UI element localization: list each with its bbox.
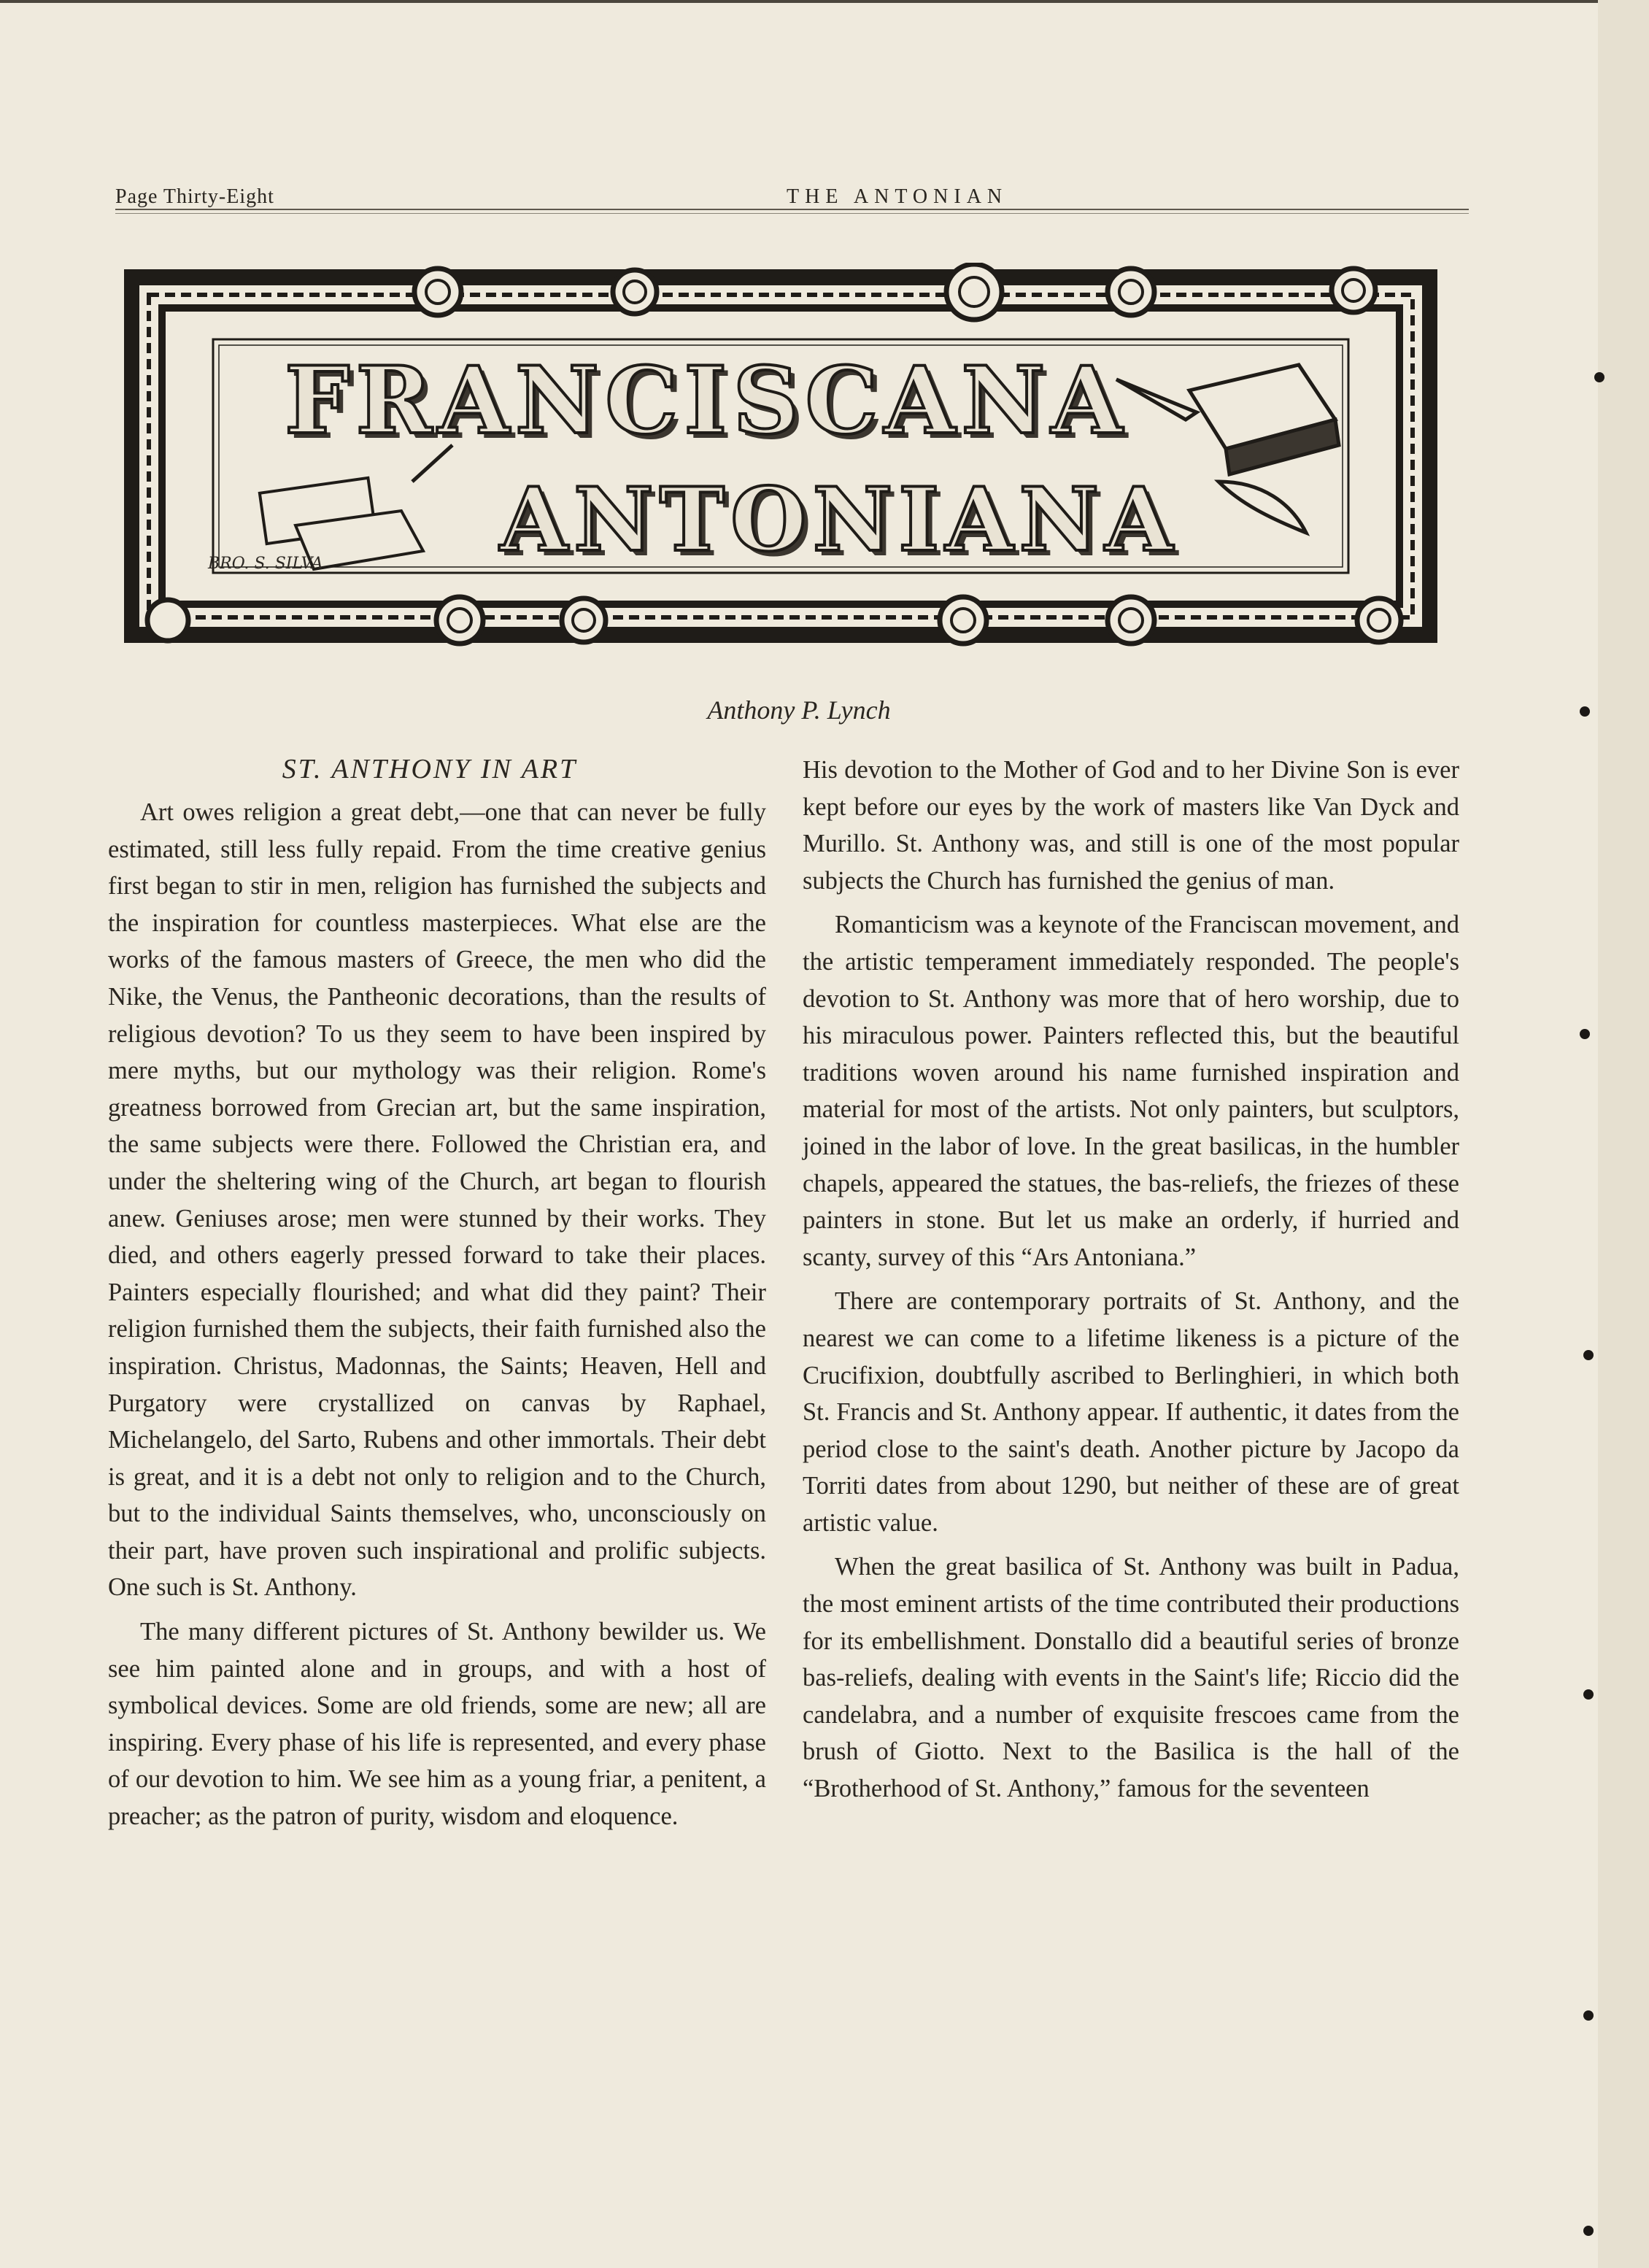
decorative-banner — [124, 263, 1437, 649]
header-rule — [115, 209, 1469, 210]
left-column — [108, 752, 766, 1835]
artist-signature: BRO. S. SILVA — [208, 555, 323, 573]
journal-title: THE ANTONIAN — [787, 185, 1008, 208]
binding-hole — [1580, 706, 1590, 717]
binding-hole — [1583, 1689, 1594, 1700]
page-number: Page Thirty-Eight — [115, 185, 274, 208]
article-title: ST. ANTHONY IN ART — [282, 754, 578, 784]
binding-hole — [1583, 1350, 1594, 1360]
paragraph: His devotion to the Mother of God and to her Divine Son is ever kept before our eyes by the work of masters like Van Dyck and Murillo. St. Anthony was, and still is one of the most popular subjects the Church has furnished the genius of man. — [803, 756, 1459, 895]
binding-hole — [1594, 372, 1604, 382]
right-column — [803, 752, 1459, 1808]
banner-title-line2: ANTONIANA — [500, 468, 1179, 571]
paragraph: Romanticism was a keynote of the Franciscan movement, and the artistic temperament immediately responded. The people's devotion to St. Anthony was more that of hero worship, due to his miraculous power. Painters reflected this, but the beautiful traditions woven around his name furnished inspiration and material for most of the artists. Not only painters, but sculptors, joined in the labor of love. In the great basilicas, in the humbler chapels, appeared the statues, the bas-reliefs, the friezes of these painters in stone. But let us make an orderly, if hurried and scanty, survey of this “Ars Antoniana.” — [803, 911, 1459, 1271]
article-author: Anthony P. Lynch — [707, 695, 891, 725]
paragraph: There are contemporary portraits of St. Anthony, and the nearest we can come to a lifetime likeness is a picture of the Crucifixion, doubtfully ascribed to Berlinghieri, in which both St. Francis and St. Anthony appear. If authentic, it dates from the period close to the saint's death. Another picture by Jacopo da Torriti dates from about 1290, but neither of these are of great artistic value. — [803, 1287, 1459, 1537]
top-edge-line — [0, 0, 1598, 3]
banner-frame — [124, 263, 1437, 649]
paragraph: Art owes religion a great debt,—one that can never be fully estimated, still less fully repaid. From the time creative genius first began to stir in men, religion has furnished the subjects and the inspiration for countless masterpieces. What else are the works of the famous masters of Greece, the men who did the Nike, the Venus, the Pantheonic decorations, than the results of religious devotion? To us they seem to have been inspired by mere myths, but our mythology was their religion. Rome's greatness borrowed from Grecian art, but the same inspiration, the same subjects were there. Followed the Christian era, and under the sheltering wing of the Church, art began to flourish anew. Geniuses arose; men were stunned by their works. They died, and others eagerly pressed forward to take their places. Painters especially flourished; and what did they paint? Their religion furnished them the subjects, their faith furnished also the inspiration. Christus, Madonnas, the Saints; Heaven, Hell and Purgatory were crystallized on canvas by Raphael, Michelangelo, del Sarto, Rubens and other immortals. Their debt is great, and it is a debt not only to religion and to the Church, but to the individual Saints themselves, who, unconsciously on their part, have proven such inspirational and prolific subjects. One such is St. Anthony. — [108, 798, 766, 1602]
binding-hole — [1583, 2226, 1594, 2236]
paragraph: When the great basilica of St. Anthony was built in Padua, the most eminent artists of the time contributed their productions for its embellishment. Donstallo did a beautiful series of bronze bas-reliefs, dealing with events in the Saint's life; Riccio did the candelabra, and a number of exquisite frescoes came from the brush of Giotto. Next to the Basilica is the hall of the “Brotherhood of St. Anthony,” famous for the seventeen — [803, 1553, 1459, 1803]
binding-hole — [1580, 1029, 1590, 1039]
header-rule-thin — [115, 213, 1469, 214]
paragraph: The many different pictures of St. Anthony bewilder us. We see him painted alone and in groups, and with a host of symbolical devices. Some are old friends, some are new; all are inspiring. Every phase of his life is represented, and every phase of our devotion to him. We see him as a young friar, a penitent, a preacher; as the patron of purity, wisdom and eloquence. — [108, 1618, 766, 1831]
binding-hole — [1583, 2010, 1594, 2021]
banner-title-line1: FRANCISCANA — [285, 347, 1129, 455]
page-edge — [1598, 0, 1649, 2268]
